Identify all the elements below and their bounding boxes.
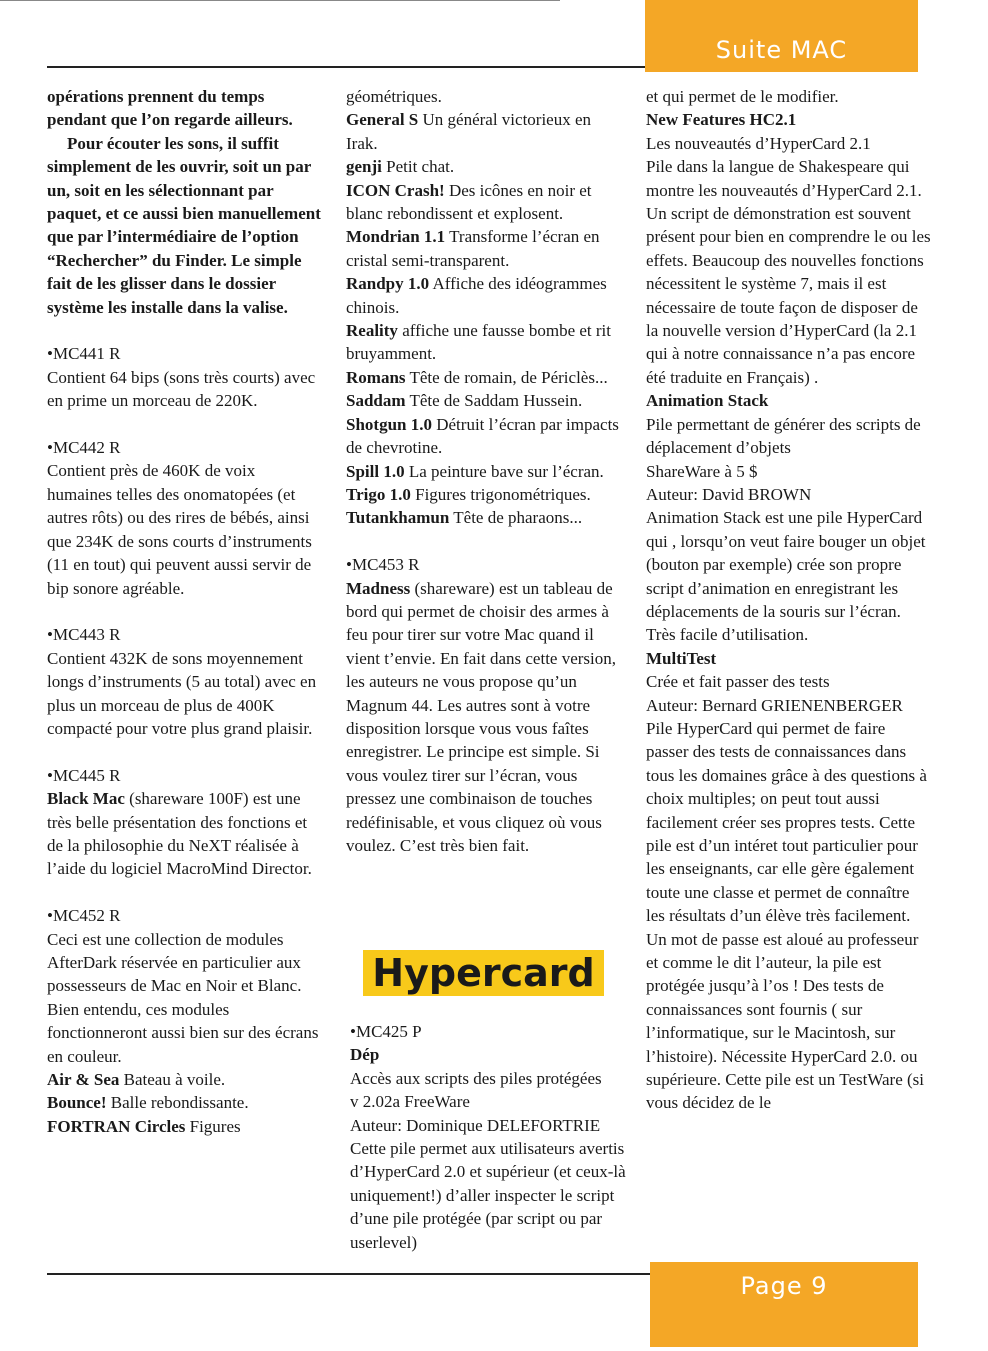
module-entry — [47, 1115, 322, 1138]
module-name: Trigo 1.0 — [346, 484, 411, 504]
left-column — [47, 85, 322, 1138]
module-description: Détruit l’écran par impacts de chevrotine. — [346, 414, 619, 458]
module-description: Balle rebondissante. — [106, 1093, 249, 1113]
module-description: Petit chat. — [381, 157, 455, 177]
mc453-code: •MC453 R — [346, 555, 420, 575]
multitest-title-text: MultiTest — [646, 648, 717, 668]
module-name: Tutankhamun — [346, 508, 450, 528]
hypercard-section-banner: Hypercard — [363, 950, 604, 996]
module-name: FORTRAN Circles — [47, 1116, 186, 1136]
mc425-author: Auteur: Dominique DELEFORTRIE — [350, 1115, 601, 1135]
module-entry — [346, 179, 626, 226]
animation-stack-title-text: Animation Stack — [646, 391, 769, 411]
module-description: affiche une fausse bombe et rit bruyamment. — [346, 321, 611, 364]
module-name: General S — [346, 110, 419, 130]
mc442-code: •MC442 R — [47, 438, 121, 458]
module-name: Saddam — [346, 391, 406, 411]
mc452-description: Ceci est une collection de modules AfterDark réservée en particulier aux possesseurs de Mac en Noir et Blanc. Bien entendu, ces modules fonctionneront aussi bien sur des écrans en couleur. — [47, 929, 319, 1066]
module-entry — [346, 389, 626, 412]
module-name: ICON Crash! — [346, 180, 445, 200]
intro-paragraph-1: opérations prennent du temps pendant que l’on regarde ailleurs. — [47, 87, 293, 130]
mc425-block — [350, 1020, 630, 1254]
section-tab — [645, 0, 918, 72]
module-description: Affiche des idéogrammes chinois. — [346, 274, 607, 317]
module-description: Un général victorieux en Irak. — [346, 110, 592, 153]
module-description: Tête de pharaons... — [449, 508, 583, 528]
mc453-name: Madness — [346, 578, 411, 598]
module-entry — [346, 319, 626, 366]
animation-stack-price: ShareWare à 5 $ — [646, 461, 758, 481]
module-description: Transforme l’écran en cristal semi-transparent. — [346, 227, 600, 270]
module-description: Tête de romain, de Périclès... — [405, 367, 608, 387]
module-name: Reality — [346, 321, 398, 341]
multitest-description: Pile HyperCard qui permet de faire passer des tests de connaissances dans tous les domaines grâce à des questions à choix multiples; on peut tout aussi facilement créer ses propres tests. Cette pile est d’un intéret tout particulier pour les enseignants, car elle gère également toute une classe et permet de connaître les résultats d’un élève très facilement. Un mot de passe est aloué au professeur et comme le dit l’auteur, la pile est protégée jusqu’à l’os ! Des tests de connaissances sont fournis ( sur l’informatique, sur le Macintosh, sur l’histoire). Nécessite HyperCard 2.0. ou supérieure. Cette pile est un TestWare (si vous décidez de le — [646, 718, 927, 1113]
mc425-line2: v 2.02a FreeWare — [350, 1092, 470, 1112]
mc445-entry — [47, 787, 322, 881]
module-description: Des icônes en noir et blanc rebondissent et explosent. — [346, 180, 592, 224]
continued-text: et qui permet de le modifier. — [646, 87, 839, 106]
module-entry — [346, 272, 626, 319]
module-entry — [346, 225, 626, 272]
module-name: Romans — [346, 367, 406, 387]
top-rule — [0, 0, 560, 1]
animation-stack-description: Animation Stack est une pile HyperCard qui , lorsqu’on veut faire bouger un objet (bouton par exemple) crée son propre script d’animation en enregistrant les déplacements de la souris sur l’écran. Très facile d’utilisation. — [646, 508, 926, 645]
mc425-line1: Accès aux scripts des piles protégées — [350, 1068, 602, 1088]
mc453-entry — [346, 577, 626, 858]
mc441-description: Contient 64 bips (sons très courts) avec en prime un morceau de 220K. — [47, 367, 316, 411]
mc445-description: (shareware 100F) est une très belle présentation des fonctions et de la philosophie du NeXT réalisée à l’aide du logiciel MacroMind Director. — [47, 789, 312, 879]
mc445-code: •MC445 R — [47, 765, 121, 785]
mc425-code: •MC425 P — [350, 1022, 422, 1041]
mc445-name: Black Mac — [47, 789, 125, 809]
page-number-tab — [650, 1262, 918, 1347]
mc441-code: •MC441 R — [47, 344, 121, 364]
multitest-subtitle: Crée et fait passer des tests — [646, 672, 830, 692]
module-entry — [346, 108, 626, 155]
module-name: Mondrian 1.1 — [346, 227, 446, 247]
new-features-title — [646, 108, 931, 131]
module-name: Air & Sea — [47, 1069, 120, 1089]
module-description: Figures — [185, 1116, 241, 1136]
mc425-name — [350, 1043, 630, 1066]
mc453-description: (shareware) est un tableau de bord qui permet de choisir des armes à feu pour tirer sur votre Mac quand il vient t’envie. En fait dans cette version, les auteurs ne vous propose qu’un Magnum 44. Les autres sont à votre disposition lorsque vous vous faîtes enregistrer. Le principe est simple. Si vous voulez tirer sur l’écran, vous pressez une combinaison de touches redéfinisable, et vous cliquez où vous voulez. C’est très bien fait. — [346, 578, 617, 855]
right-column — [646, 85, 931, 1115]
multitest-author: Auteur: Bernard GRIENENBERGER — [646, 695, 903, 715]
footer-rule — [47, 1273, 650, 1275]
module-entry — [346, 460, 626, 483]
module-description: Tête de Saddam Hussein. — [405, 391, 583, 411]
module-name: Shotgun 1.0 — [346, 414, 432, 434]
module-entry — [346, 506, 626, 529]
animation-stack-author: Auteur: David BROWN — [646, 484, 812, 504]
multitest-title — [646, 647, 931, 670]
module-description: Figures trigonométriques. — [410, 484, 591, 504]
middle-column — [346, 85, 626, 857]
module-description: Bateau à voile. — [119, 1069, 226, 1089]
module-entry — [346, 366, 626, 389]
module-name: Spill 1.0 — [346, 461, 405, 481]
module-name: genji — [346, 157, 382, 177]
module-entry — [346, 155, 626, 178]
mc425-description: Cette pile permet aux utilisateurs avertis d’HyperCard 2.0 et supérieur (et ceux-là uniquement!) d’aller inspecter le script d’une pile protégée (par script ou par userlevel) — [350, 1139, 626, 1252]
continued-text: géométriques. — [346, 87, 442, 106]
module-entry — [47, 1091, 322, 1114]
module-entry — [346, 483, 626, 506]
intro-paragraph-2: Pour écouter les sons, il suffit simplement de les ouvrir, soit un par un, soit en les sélectionnant par paquet, et ce aussi bien manuellement que par l’intermédiaire de l’option “Rechercher” du Finder. Le simple fait de les glisser dans le dossier système les installe dans la valise. — [47, 133, 321, 317]
mc452-code: •MC452 R — [47, 906, 121, 926]
module-name: Randpy 1.0 — [346, 274, 430, 294]
new-features-subtitle: Les nouveautés d’HyperCard 2.1 — [646, 133, 871, 153]
mc442-description: Contient près de 460K de voix humaines telles des onomatopées (et autres rôts) ou des rires de bébés, ainsi que 234K de sons courts d’instruments (11 en tout) qui peuvent aussi servir de bip sonore agréable. — [47, 461, 312, 598]
module-entry — [346, 413, 626, 460]
section-tab-label: Suite MAC — [715, 36, 848, 64]
page-number-label: Page 9 — [740, 1272, 828, 1300]
module-description: La peinture bave sur l’écran. — [404, 461, 604, 481]
module-entry — [47, 1068, 322, 1091]
new-features-description: Pile dans la langue de Shakespeare qui montre les nouveautés d’HyperCard 2.1. Un script de démonstration est souvent présent pour bien en comprendre le ou les effets. Beaucoup des nouvelles fonctions nécessitent le système 7, mais il est nécessaire de toute façon de disposer de la nouvelle version d’HyperCard (la 2.1 qui à notre connaissance n’a pas encore été traduite en Français) . — [646, 157, 931, 387]
animation-stack-title — [646, 389, 931, 412]
new-features-title-text: New Features HC2.1 — [646, 110, 797, 130]
mc443-code: •MC443 R — [47, 625, 121, 645]
mc443-description: Contient 432K de sons moyennement longs d’instruments (5 au total) avec en plus un morceau de plus de 400K compacté pour votre plus grand plaisir. — [47, 648, 317, 738]
module-name: Bounce! — [47, 1093, 107, 1113]
header-rule — [47, 66, 645, 68]
mc425-name-text: Dép — [350, 1045, 380, 1065]
animation-stack-subtitle: Pile permettant de générer des scripts de déplacement d’objets — [646, 414, 921, 458]
